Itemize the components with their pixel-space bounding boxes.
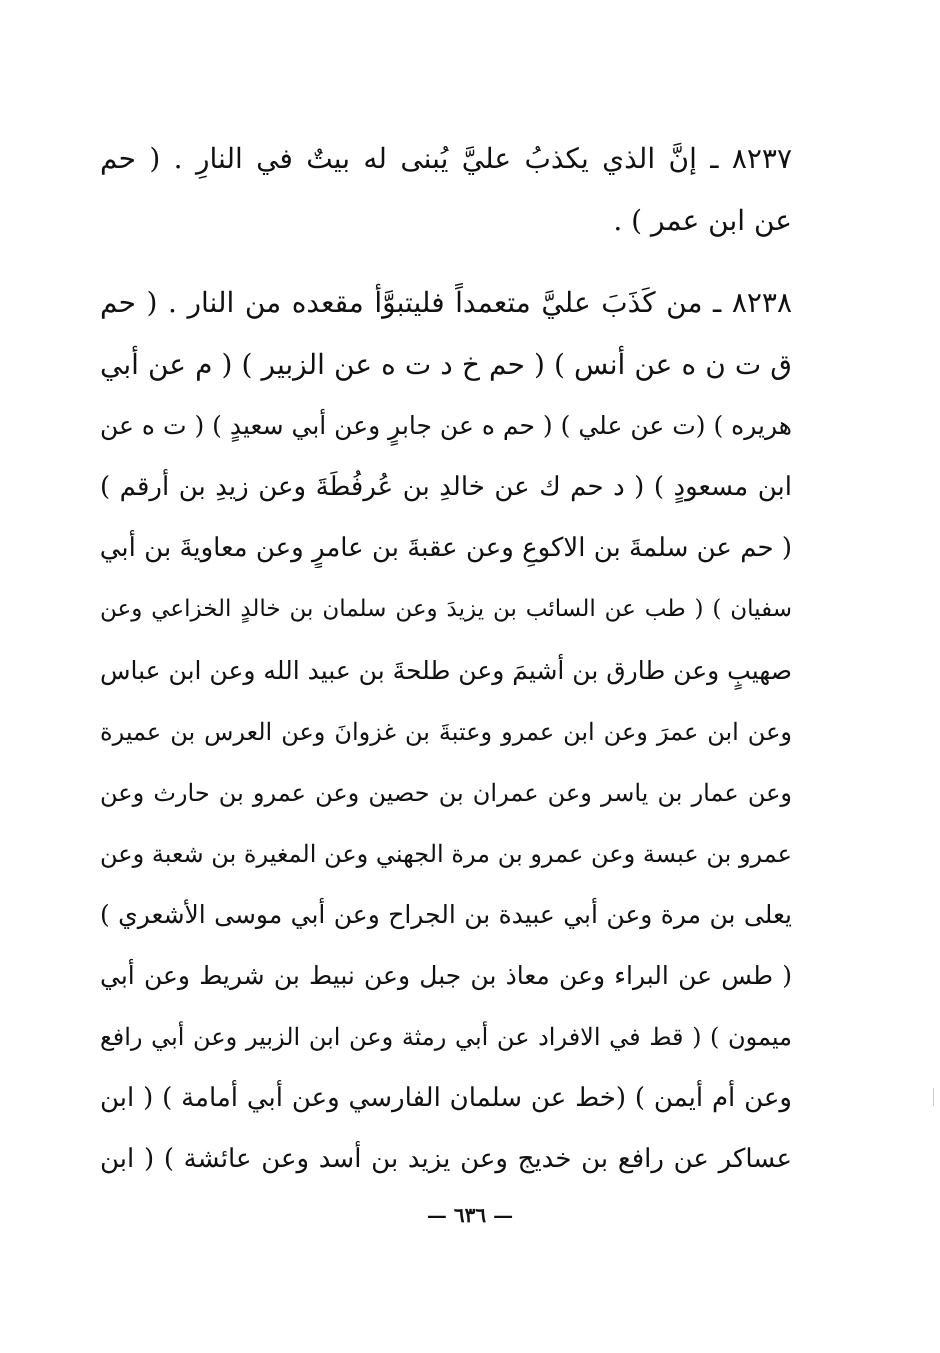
hadith-8238-line-10: عمرو بن عبسة وعن عمرو بن مرة الجهني وعن المغيرة بن شعبة وعن [100, 840, 792, 868]
hadith-8237-line-2: عن ابن عمر ) . [613, 204, 792, 237]
hadith-8238-line-14: وعن أم أيمن ) (خط عن سلمان الفارسي وعن أبي أمامة ) ( ابن [100, 1083, 792, 1113]
hadith-8238-line-3: هريره ) (ت عن علي ) ( حم ه عن جابرٍ وعن أبي سعيدٍ ) ( ت ه عن [100, 411, 792, 440]
hadith-8238-line-8: وعن ابن عمرَ وعن ابن عمرو وعتبةَ بن غزوانَ وعن العرس بن عميرة [100, 718, 792, 746]
scan-edge-mark [933, 1088, 934, 1106]
hadith-8238-line-15: عساكر عن رافع بن خديج وعن يزيد بن أسد وعن عائشة ) ( ابن [100, 1144, 792, 1174]
hadith-8238-line-13: ميمون ) ( قط في الافراد عن أبي رمثة وعن ابن الزبير وعن أبي رافع [100, 1023, 792, 1051]
hadith-8238-line-1: ٨٢٣٨ ـ من كَذَبَ عليَّ متعمداً فليتبوَّأ مقعده من النار . ( حم [100, 286, 792, 319]
hadith-8238-line-5: ( حم عن سلمةَ بن الاكوعِ وعن عقبةَ بن عامرٍ وعن معاويةَ بن أبي [100, 533, 792, 563]
hadith-8238-line-12: ( طس عن البراء وعن معاذ بن جبل وعن نبيط بن شريط وعن أبي [100, 961, 792, 990]
hadith-8238-line-9: وعن عمار بن ياسر وعن عمران بن حصين وعن عمرو بن حارث وعن [100, 779, 792, 807]
hadith-8238-line-6: سفيان ) ( طب عن السائب بن يزيدَ وعن سلمان بن خالدٍ الخزاعي وعن [100, 596, 792, 622]
hadith-8238-line-7: صهيبٍ وعن طارق بن أشيمَ وعن طلحةَ بن عبيد الله وعن ابن عباس [100, 656, 792, 685]
hadith-8238-line-4: ابن مسعودٍ ) ( د حم ك عن خالدِ بن عُرفُطَةَ وعن زيدِ بن أرقم ) [100, 472, 792, 502]
hadith-8238-line-2: ق ت ن ه عن أنس ) ( حم خ د ت ه عن الزبير ) ( م عن أبي [100, 348, 792, 381]
hadith-8238-line-11: يعلى بن مرة وعن أبي عبيدة بن الجراح وعن أبي موسى الأشعري ) [100, 900, 792, 929]
page-number: — ٦٣٦ — [426, 1203, 514, 1227]
hadith-8237-line-1: ٨٢٣٧ ـ إنَّ الذي يكذبُ عليَّ يُبنى له بيتٌ في النارِ . ( حم [100, 142, 792, 175]
